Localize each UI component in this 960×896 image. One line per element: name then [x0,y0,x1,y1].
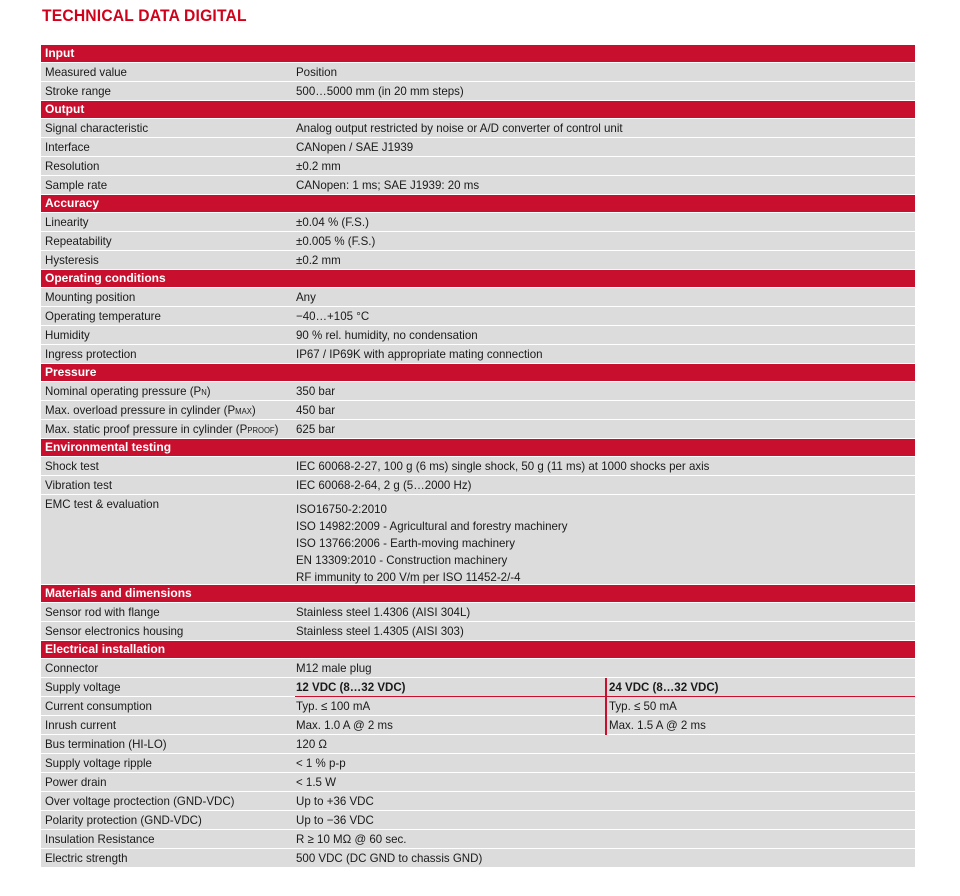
table-row-supply-voltage [41,678,915,697]
table-row [41,735,915,754]
row-label: Power drain [45,775,107,789]
row-value: 120 Ω [296,737,328,751]
row-value: 90 % rel. humidity, no condensation [296,328,478,342]
page-title: TECHNICAL DATA DIGITAL [42,6,247,25]
section-header-accuracy: Accuracy [41,195,915,213]
table-row [41,138,915,157]
row-value: Up to −36 VDC [296,813,374,827]
row-label: Inrush current [45,718,117,732]
row-value: IEC 60068-2-27, 100 g (6 ms) single shock, 50 g (11 ms) at 1000 shocks per axis [296,459,710,473]
table-row [41,345,915,364]
technical-data-table [41,45,915,868]
row-value-12vdc: Max. 1.0 A @ 2 ms [296,718,393,732]
table-row [41,232,915,251]
row-value: Stainless steel 1.4305 (AISI 303) [296,624,464,638]
row-label: Insulation Resistance [45,832,155,846]
section-header-operating-conditions: Operating conditions [41,270,915,288]
row-value: R ≥ 10 MΩ @ 60 sec. [296,832,407,846]
row-value-12vdc: Typ. ≤ 100 mA [296,699,371,713]
table-row [41,476,915,495]
row-value: IEC 60068-2-64, 2 g (5…2000 Hz) [296,478,472,492]
section-header-input: Input [41,45,915,63]
row-label: Sample rate [45,178,108,192]
row-label: Over voltage proctection (GND-VDC) [45,794,235,808]
table-row-current-consumption [41,697,915,716]
table-row [41,119,915,138]
row-label: Max. static proof pressure in cylinder (PPROOF) [45,422,279,436]
table-row [41,251,915,270]
row-value: Stainless steel 1.4306 (AISI 304L) [296,605,471,619]
table-row [41,830,915,849]
table-row [41,176,915,195]
table-row [41,773,915,792]
table-row [41,811,915,830]
row-label: Stroke range [45,84,111,98]
section-header-pressure: Pressure [41,364,915,382]
row-value-24vdc: 24 VDC (8…32 VDC) [609,680,719,694]
table-row [41,754,915,773]
row-label: Resolution [45,159,100,173]
subscript: N [201,388,207,397]
row-label: Bus termination (HI-LO) [45,737,167,751]
row-label: Sensor electronics housing [45,624,184,638]
column-divider [605,697,607,716]
row-value: IP67 / IP69K with appropriate mating connection [296,347,543,361]
column-divider [605,678,607,697]
column-divider [605,716,607,735]
row-value: ±0.005 % (F.S.) [296,234,376,248]
row-label: Max. overload pressure in cylinder (PMAX) [45,403,256,417]
row-label: Humidity [45,328,90,342]
table-row [41,849,915,868]
row-label: Signal characteristic [45,121,149,135]
table-row [41,382,915,401]
row-label: Interface [45,140,90,154]
table-row [41,792,915,811]
table-row [41,213,915,232]
table-row [41,157,915,176]
table-row [41,622,915,641]
row-label: Linearity [45,215,89,229]
row-value-24vdc: Typ. ≤ 50 mA [609,699,677,713]
row-value: ±0.2 mm [296,159,341,173]
row-value: < 1.5 W [296,775,337,789]
row-value: 450 bar [296,403,336,417]
table-row [41,420,915,439]
table-row-inrush-current [41,716,915,735]
section-header-output: Output [41,101,915,119]
section-header-materials: Materials and dimensions [41,585,915,603]
table-row [41,288,915,307]
section-header-electrical: Electrical installation [41,641,915,659]
row-value: 500 VDC (DC GND to chassis GND) [296,851,483,865]
row-value: CANopen / SAE J1939 [296,140,414,154]
table-row [41,63,915,82]
row-value: CANopen: 1 ms; SAE J1939: 20 ms [296,178,480,192]
row-value-12vdc: 12 VDC (8…32 VDC) [296,680,406,694]
row-label: Electric strength [45,851,128,865]
row-label: Polarity protection (GND-VDC) [45,813,202,827]
table-row [41,82,915,101]
row-value: 350 bar [296,384,336,398]
row-label: Measured value [45,65,127,79]
row-label: Ingress protection [45,347,137,361]
row-value-multiline [296,501,568,586]
table-row [41,603,915,622]
row-label: Connector [45,661,99,675]
row-label: Operating temperature [45,309,161,323]
row-value: 500…5000 mm (in 20 mm steps) [296,84,464,98]
row-label: Hysteresis [45,253,99,267]
row-label: EMC test & evaluation [45,497,159,511]
emc-line: ISO 14982:2009 - Agricultural and forestry machinery [296,519,568,533]
table-row [41,401,915,420]
row-value-24vdc: Max. 1.5 A @ 2 ms [609,718,706,732]
row-value: ±0.04 % (F.S.) [296,215,369,229]
subscript: PROOF [247,426,275,435]
row-label: Nominal operating pressure (PN) [45,384,211,398]
subscript: MAX [235,407,252,416]
row-value: ±0.2 mm [296,253,341,267]
row-value: Position [296,65,337,79]
emc-line: RF immunity to 200 V/m per ISO 11452-2/-4 [296,570,521,584]
row-label: Shock test [45,459,99,473]
table-row [41,659,915,678]
row-label: Supply voltage [45,680,121,694]
row-value: M12 male plug [296,661,372,675]
row-label: Vibration test [45,478,113,492]
row-value: 625 bar [296,422,336,436]
row-value: < 1 % p-p [296,756,346,770]
emc-line: EN 13309:2010 - Construction machinery [296,553,508,567]
table-row [41,326,915,345]
row-label: Sensor rod with flange [45,605,160,619]
table-row-emc [41,495,915,585]
emc-line: ISO 13766:2006 - Earth-moving machinery [296,536,515,550]
row-value: Any [296,290,316,304]
row-label: Repeatability [45,234,112,248]
row-label: Supply voltage ripple [45,756,152,770]
table-row [41,457,915,476]
row-label: Current consumption [45,699,152,713]
row-value: −40…+105 °C [296,309,370,323]
section-header-environmental-testing: Environmental testing [41,439,915,457]
row-value: Analog output restricted by noise or A/D converter of control unit [296,121,623,135]
row-value: Up to +36 VDC [296,794,374,808]
row-label: Mounting position [45,290,136,304]
table-row [41,307,915,326]
emc-line: ISO16750-2:2010 [296,502,387,516]
